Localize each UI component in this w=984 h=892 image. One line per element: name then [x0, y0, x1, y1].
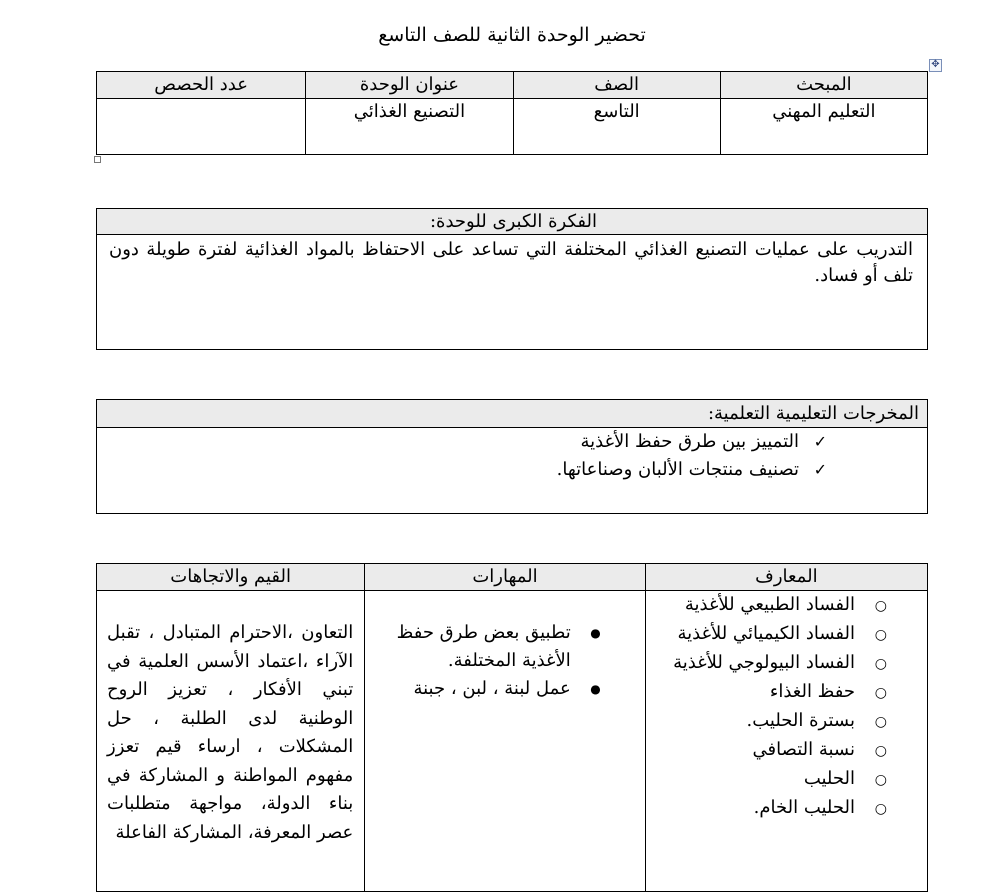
knowledge-item: الحليب	[803, 768, 855, 789]
list-item	[646, 591, 887, 620]
grade-value: التاسع	[513, 99, 720, 155]
list-item	[646, 794, 887, 823]
skills-list	[365, 591, 644, 703]
knowledge-list	[646, 591, 927, 823]
values-header: القيم والاتجاهات	[97, 564, 365, 591]
subject-value: التعليم المهني	[720, 99, 927, 155]
list-item	[646, 736, 887, 765]
learning-outcomes-box	[96, 399, 928, 514]
knowledge-item: الفساد الطبيعي للأغذية	[684, 594, 855, 615]
outcome-text: التمييز بين طرق حفظ الأغذية	[580, 431, 799, 452]
knowledge-item: حفظ الغذاء	[769, 681, 855, 702]
list-item	[373, 619, 600, 675]
big-idea-box	[96, 208, 928, 350]
list-item	[646, 707, 887, 736]
knowledge-item: الفساد الكيميائي للأغذية	[677, 623, 855, 644]
list-item	[646, 649, 887, 678]
table-move-handle-icon[interactable]: ✥	[929, 59, 942, 72]
knowledge-header: المعارف	[645, 564, 927, 591]
knowledge-item: بسترة الحليب.	[746, 710, 855, 731]
skill-item: تطبيق بعض طرق حفظ الأغذية المختلفة.	[396, 622, 571, 671]
unit-info-table	[96, 71, 928, 155]
unit-title-value: التصنيع الغذائي	[306, 99, 513, 155]
list-item	[646, 765, 887, 794]
knowledge-item: نسبة التصافي	[752, 739, 855, 760]
lessons-count-value	[97, 99, 306, 155]
grade-header: الصف	[513, 72, 720, 99]
list-item	[646, 620, 887, 649]
content-table	[96, 563, 928, 892]
values-text: التعاون ،الاحترام المتبادل ، تقبل الآراء ،اعتماد الأسس العلمية في تبني الأفكار ، تعزيز الروح الوطنية لدى الطلبة ، حل المشكلات ، ارساء قيم تعزز مفهوم المواطنة و المشاركة في بناء الدولة، مواجهة متطلبات عصر المعرفة، المشاركة الفاعلة	[107, 622, 354, 843]
outcomes-list	[97, 428, 927, 484]
big-idea-text: التدريب على عمليات التصنيع الغذائي المختلفة التي تساعد على الاحتفاظ بالمواد الغذائية لفترة طويلة دون تلف أو فساد.	[109, 239, 913, 286]
skills-cell	[365, 591, 645, 892]
learning-outcomes-label: المخرجات التعليمية التعلمية:	[97, 400, 927, 428]
knowledge-item: الحليب الخام.	[753, 797, 855, 818]
unit-title-header: عنوان الوحدة	[306, 72, 513, 99]
knowledge-cell	[645, 591, 927, 892]
list-item	[97, 428, 827, 456]
list-item	[373, 675, 600, 703]
values-cell	[97, 591, 365, 892]
big-idea-label: الفكرة الكبرى للوحدة:	[97, 209, 927, 235]
skill-item: عمل لبنة ، لبن ، جبنة	[413, 678, 571, 699]
lessons-count-header: عدد الحصص	[97, 72, 306, 99]
outcome-text: تصنيف منتجات الألبان وصناعاتها.	[556, 459, 799, 480]
table-resize-handle[interactable]	[94, 156, 101, 163]
knowledge-item: الفساد البيولوجي للأغذية	[673, 652, 855, 673]
list-item	[646, 678, 887, 707]
list-item	[97, 456, 827, 484]
skills-header: المهارات	[365, 564, 645, 591]
subject-header: المبحث	[720, 72, 927, 99]
page-title: تحضير الوحدة الثانية للصف التاسع	[378, 24, 646, 46]
